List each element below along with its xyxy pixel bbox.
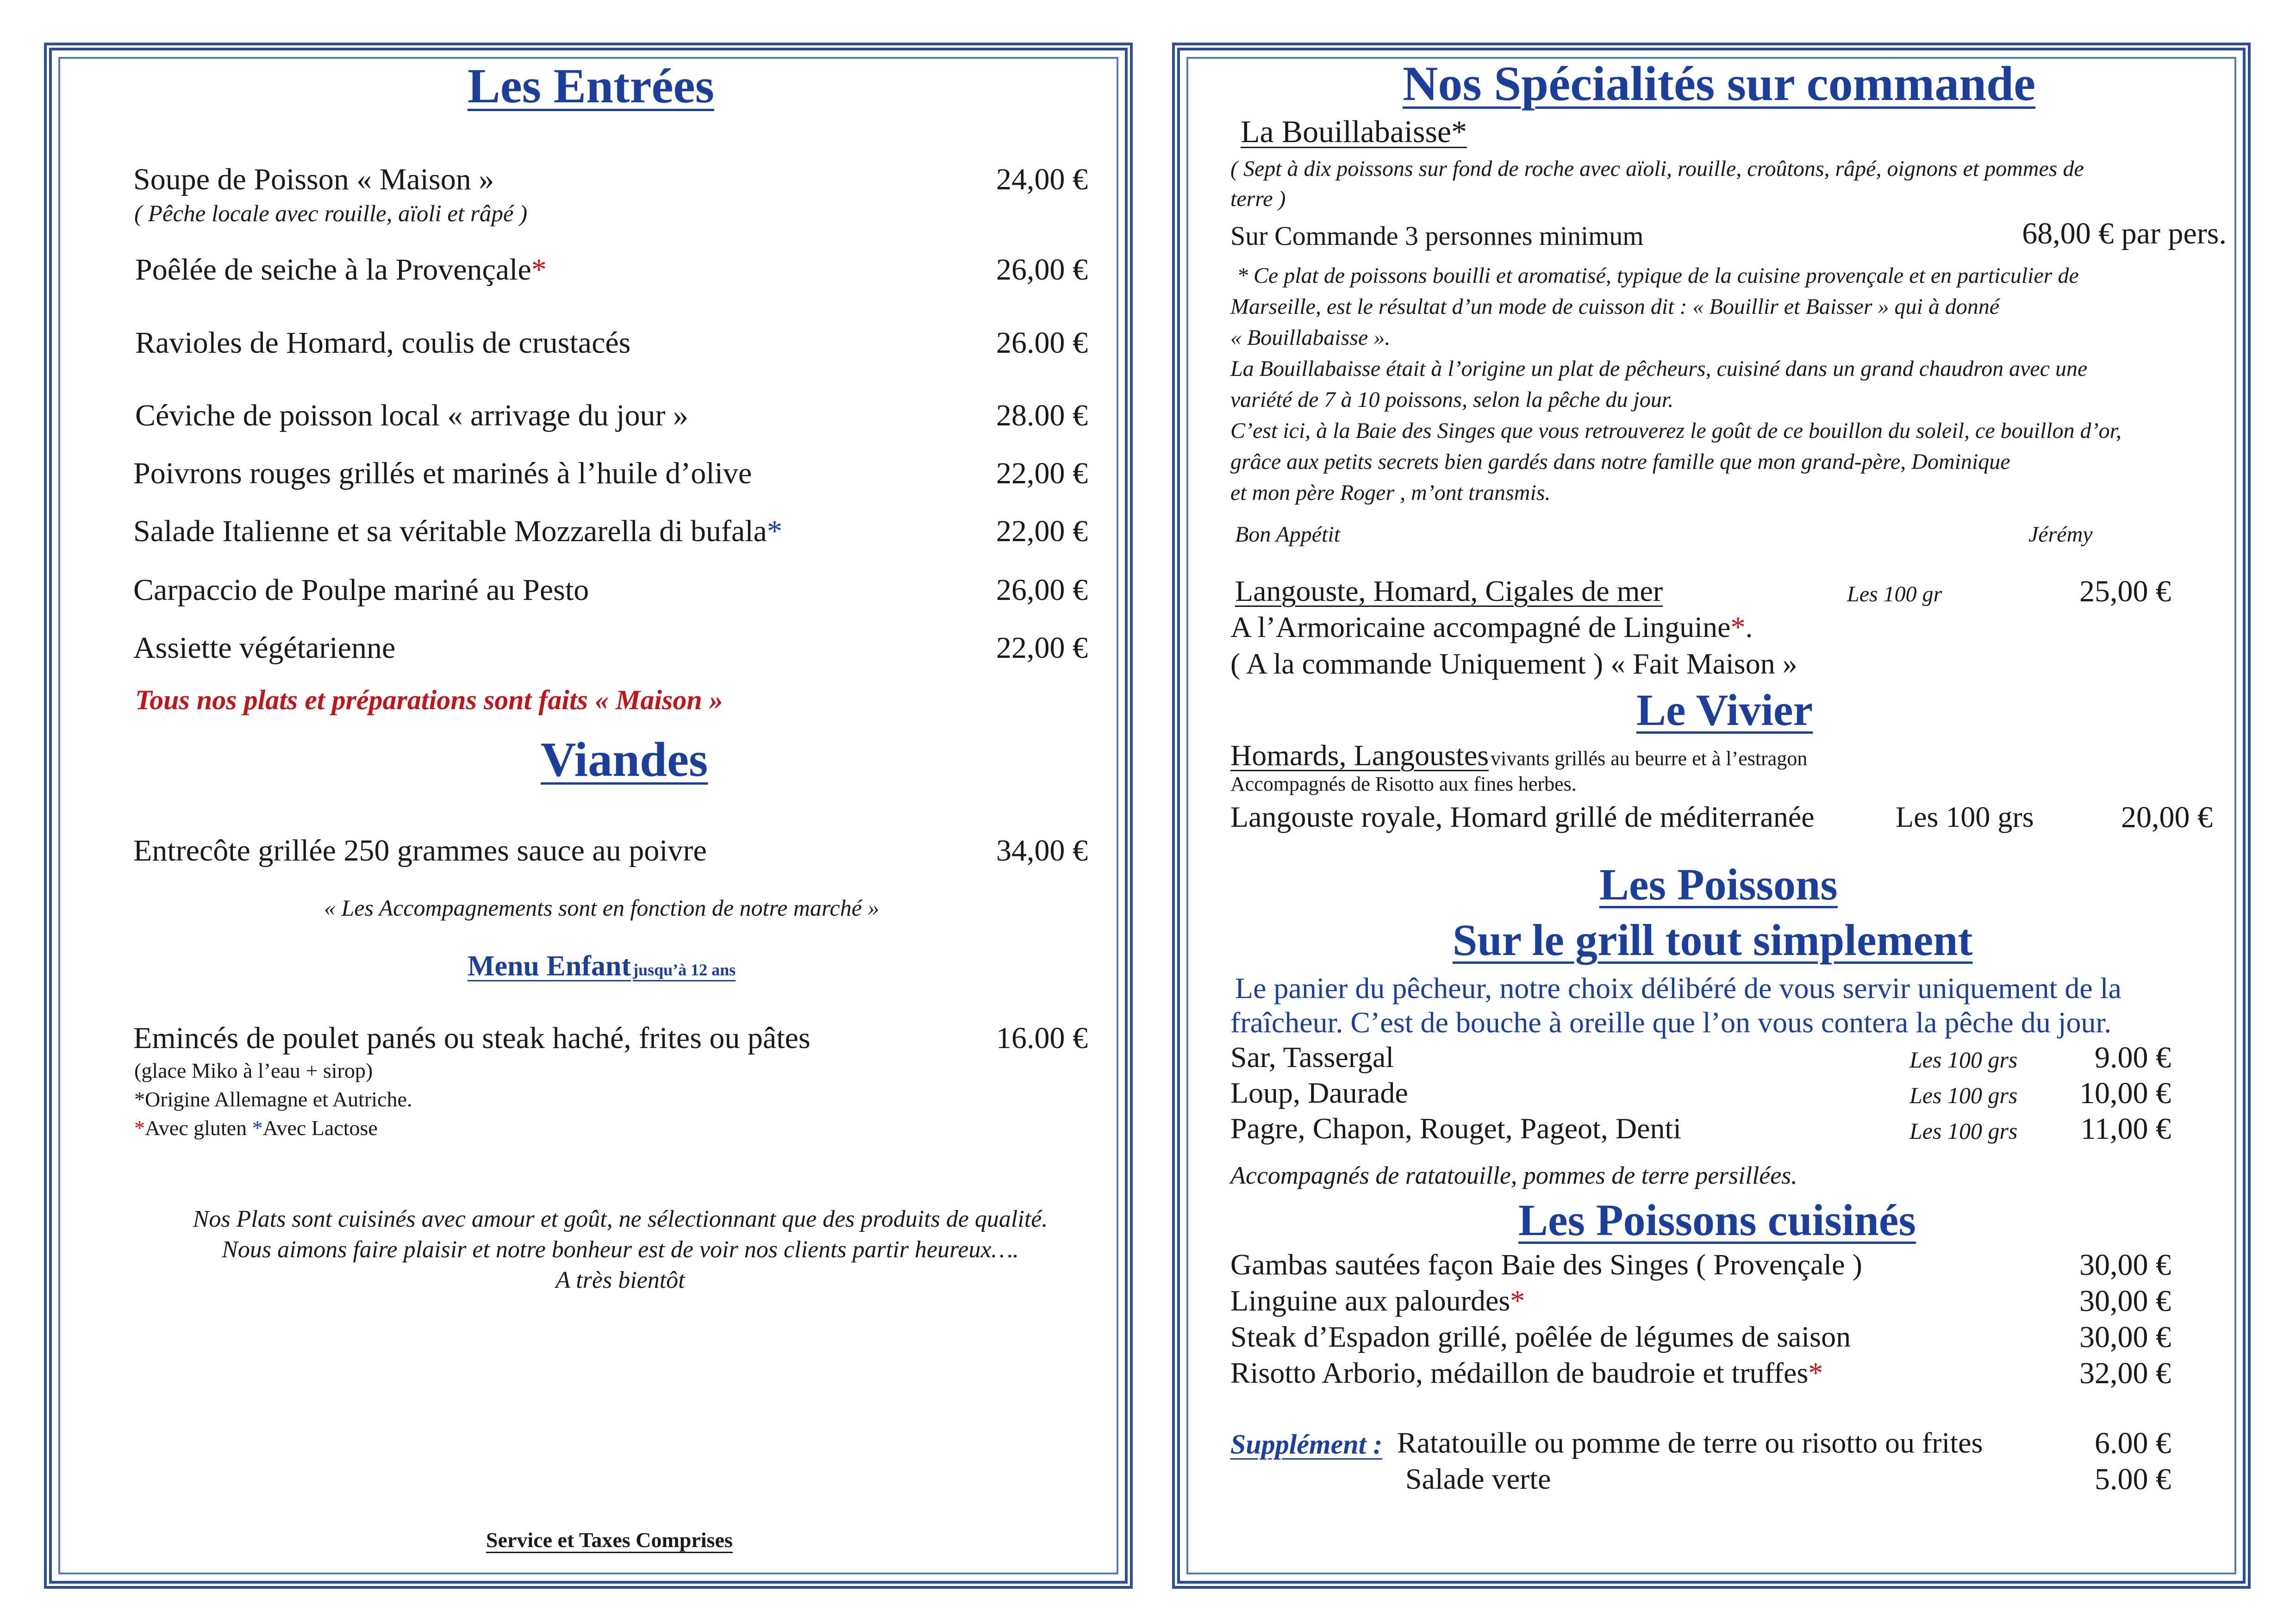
cuisine-item-name: Linguine aux palourdes*: [1230, 1284, 1525, 1317]
poisson-item-name: Sar, Tassergal: [1230, 1041, 1394, 1074]
entree-item-price: 26,00 €: [996, 573, 1088, 607]
story-line: grâce aux petits secrets bien gardés dans notre famille que mon grand-père, Dominique: [1230, 449, 2010, 474]
vivier-accomp: Accompagnés de Risotto aux fines herbes.: [1230, 773, 1577, 795]
entree-item-name: Salade Italienne et sa véritable Mozzarella di bufala*: [133, 514, 782, 548]
entree-item-name: Poêlée de seiche à la Provençale*: [135, 253, 547, 287]
commande-price: 68,00 € par pers.: [2022, 217, 2227, 250]
entree-item-price: 22,00 €: [996, 631, 1088, 665]
story-line: variété de 7 à 10 poissons, selon la pêche du jour.: [1230, 387, 1674, 412]
poisson-item-name: Pagre, Chapon, Rouget, Pageot, Denti: [1230, 1112, 1682, 1145]
enfant-dessert: (glace Miko à l’eau + sirop): [134, 1059, 373, 1082]
entree-item-price: 24,00 €: [996, 162, 1088, 196]
langouste-price: 25,00 €: [2079, 574, 2171, 608]
story-line: Marseille, est le résultat d’un mode de cuisson dit : « Bouillir et Baisser » qui à donné: [1230, 294, 2000, 319]
langouste-name: Langouste, Homard, Cigales de mer: [1235, 574, 1663, 607]
supplement-line: Ratatouille ou pomme de terre ou risotto ou frites: [1397, 1426, 1983, 1459]
bouillabaisse-title: La Bouillabaisse*: [1241, 114, 1467, 149]
vivier-item-name: Langouste royale, Homard grillé de méditerranée: [1230, 800, 1815, 833]
signature: Jérémy: [2028, 522, 2093, 547]
entree-item-name: Céviche de poisson local « arrivage du jour »: [135, 399, 688, 432]
specialites-title: Nos Spécialités sur commande: [1403, 56, 2036, 111]
cuisine-item-price: 32,00 €: [2079, 1356, 2171, 1390]
enfant-item-price: 16.00 €: [996, 1021, 1088, 1055]
cuisine-item-price: 30,00 €: [2079, 1248, 2171, 1282]
langouste-unit: Les 100 gr: [1847, 582, 1942, 606]
viande-item-name: Entrecôte grillée 250 grammes sauce au poivre: [133, 834, 707, 868]
cuisine-item-name: Steak d’Espadon grillé, poêlée de légumes de saison: [1230, 1320, 1851, 1353]
accompagnement-note: « Les Accompagnements sont en fonction de notre marché »: [324, 895, 880, 921]
entree-item-price: 26.00 €: [996, 326, 1088, 360]
entree-item-price: 28.00 €: [996, 399, 1088, 432]
menu-enfant-heading: [468, 950, 736, 983]
service-note: Service et Taxes Comprises: [486, 1528, 733, 1552]
poissons-title: Les Poissons: [1599, 860, 1838, 909]
poissons-subtitle: Sur le grill tout simplement: [1453, 915, 1973, 965]
closing-line: Nous aimons faire plaisir et notre bonheur est de voir nos clients partir heureux….: [222, 1236, 1019, 1263]
cuisine-item-name: Gambas sautées façon Baie des Singes ( Provençale ): [1230, 1248, 1862, 1281]
poisson-item-unit: Les 100 grs: [1909, 1082, 2018, 1108]
entree-item-name: Poivrons rouges grillés et marinés à l’huile d’olive: [133, 456, 752, 490]
armoricaine-line: A l’Armoricaine accompagné de Linguine*.: [1230, 611, 1753, 643]
entree-item-name: Ravioles de Homard, coulis de crustacés: [135, 326, 631, 360]
poissons-accomp: Accompagnés de ratatouille, pommes de terre persillées.: [1230, 1161, 1797, 1189]
poisson-item-unit: Les 100 grs: [1909, 1118, 2018, 1144]
bon-appetit: Bon Appétit: [1235, 522, 1341, 547]
poisson-item-price: 10,00 €: [2079, 1076, 2171, 1110]
vivier-heading: Homards, Langoustes vivants grillés au beurre et à l’estragon: [1230, 739, 1808, 772]
red-star-marker: *: [531, 253, 547, 287]
supplement-price: 5.00 €: [2095, 1462, 2171, 1496]
maison-note: Tous nos plats et préparations sont faits « Maison »: [135, 685, 723, 715]
commande-minimum: Sur Commande 3 personnes minimum: [1230, 221, 1644, 251]
story-line: C’est ici, à la Baie des Singes que vous retrouverez le goût de ce bouillon du soleil, ce bouillon d’or,: [1230, 418, 2121, 443]
poissons-intro: fraîcheur. C’est de bouche à oreille que l’on vous contera la pêche du jour.: [1230, 1006, 2112, 1039]
entree-item-name: Assiette végétarienne: [133, 631, 396, 665]
closing-line: A très bientôt: [555, 1267, 685, 1293]
supplement-line: Salade verte: [1405, 1462, 1551, 1495]
poisson-item-price: 9.00 €: [2095, 1041, 2171, 1074]
poisson-item-unit: Les 100 grs: [1909, 1047, 2018, 1073]
vivier-title: Le Vivier: [1636, 685, 1813, 735]
closing-line: Nos Plats sont cuisinés avec amour et goût, ne sélectionnant que des produits de qualité.: [193, 1206, 1048, 1232]
poissons-intro: Le panier du pêcheur, notre choix délibéré de vous servir uniquement de la: [1235, 972, 2121, 1005]
story-line: * Ce plat de poissons bouilli et aromatisé, typique de la cuisine provençale et en particulier de: [1237, 263, 2079, 288]
entrees-title: Les Entrées: [468, 59, 714, 113]
poisson-item-name: Loup, Daurade: [1230, 1076, 1408, 1109]
entree-item-note: ( Pêche locale avec rouille, aïoli et râpé ): [134, 201, 528, 227]
entree-item-name: Carpaccio de Poulpe mariné au Pesto: [133, 573, 589, 607]
supplement-label: Supplément :: [1230, 1429, 1383, 1460]
menu-enfant-age: jusqu’à 12 ans: [633, 961, 736, 979]
viande-item-price: 34,00 €: [996, 834, 1088, 868]
enfant-item-name: Emincés de poulet panés ou steak haché, frites ou pâtes: [133, 1021, 811, 1055]
vivier-item-unit: Les 100 grs: [1896, 800, 2034, 833]
commande-note: ( A la commande Uniquement ) « Fait Maison »: [1230, 647, 1797, 680]
allergen-legend: *Avec gluten *Avec Lactose: [134, 1116, 378, 1140]
entree-item-price: 22,00 €: [996, 514, 1088, 548]
menu-enfant-title: Menu Enfant: [468, 950, 631, 982]
blue-star-marker: *: [767, 514, 782, 548]
bouillabaisse-desc: ( Sept à dix poissons sur fond de roche avec aïoli, rouille, croûtons, râpé, oignons et pommes de: [1230, 156, 2084, 181]
story-line: et mon père Roger , m’ont transmis.: [1230, 481, 1551, 505]
cuisine-item-price: 30,00 €: [2079, 1284, 2171, 1318]
entree-item-name: Soupe de Poisson « Maison »: [133, 162, 494, 196]
vivier-item-price: 20,00 €: [2121, 800, 2213, 834]
bouillabaisse-desc: terre ): [1230, 187, 1286, 211]
entree-item-price: 26,00 €: [996, 253, 1088, 287]
cuisine-item-price: 30,00 €: [2079, 1320, 2171, 1354]
story-line: La Bouillabaisse était à l’origine un plat de pêcheurs, cuisiné dans un grand chaudron avec une: [1230, 356, 2088, 381]
entree-item-price: 22,00 €: [996, 456, 1088, 490]
story-line: « Bouillabaisse ».: [1230, 325, 1391, 350]
supplement-price: 6.00 €: [2095, 1426, 2171, 1460]
cuisine-item-name: Risotto Arborio, médaillon de baudroie et truffes*: [1230, 1356, 1823, 1389]
poisson-item-price: 11,00 €: [2080, 1112, 2171, 1146]
cuisines-title: Les Poissons cuisinés: [1518, 1195, 1916, 1245]
viandes-title: Viandes: [541, 732, 708, 787]
origine-note: *Origine Allemagne et Autriche.: [134, 1087, 412, 1111]
